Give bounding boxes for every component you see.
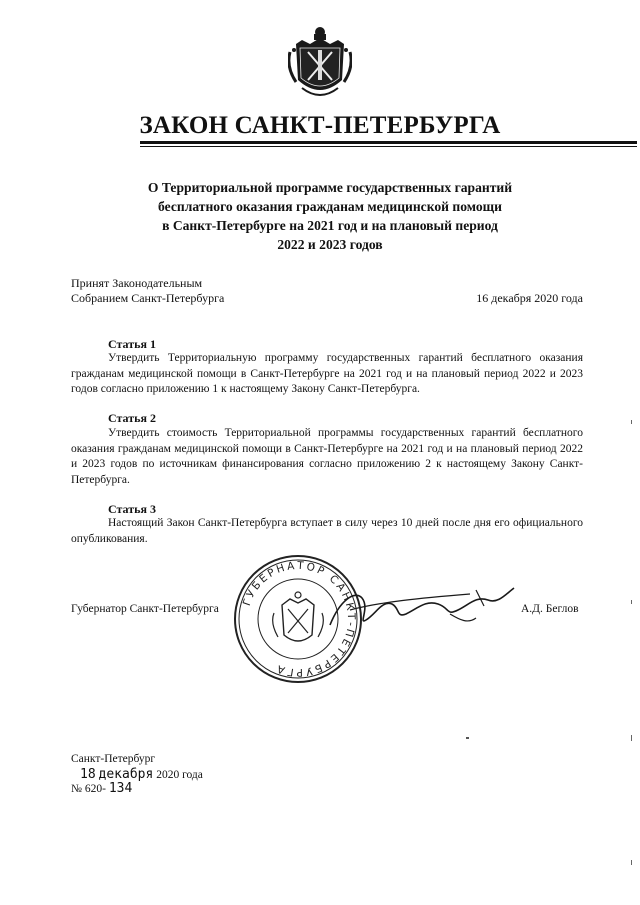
law-number-prefix: № 620-	[71, 783, 106, 795]
article-2-text: Утвердить стоимость Территориальной программы государственных гарантий бесплатного оказания гражданам медицинской помощи в Санкт-Петербурге на 2021 год и на плановый период 2022 и 2023 годов по источникам финансирования согласно приложению 2 к настоящему Закону Санкт-Петербурга.	[71, 427, 583, 486]
adopted-line: Принят Законодательным	[71, 276, 203, 290]
article-3-text: Настоящий Закон Санкт-Петербурга вступает в силу через 10 дней после дня его официального опубликования.	[71, 517, 583, 545]
heading-rule-thick	[140, 141, 637, 144]
law-title	[90, 178, 570, 254]
law-number-value: 134	[108, 781, 133, 796]
edge-mark	[631, 735, 632, 741]
adopted-by	[71, 276, 224, 306]
margin-mark	[466, 737, 469, 739]
article-2-heading: Статья 2	[108, 411, 156, 425]
signing-year: 2020 года	[156, 769, 203, 781]
signing-day: 18	[80, 767, 96, 782]
article-3-heading: Статья 3	[108, 502, 156, 516]
edge-mark	[631, 600, 632, 604]
edge-mark	[631, 860, 632, 865]
governor-name: А.Д. Беглов	[521, 603, 579, 615]
law-number	[71, 781, 132, 796]
law-heading: ЗАКОН САНКТ-ПЕТЕРБУРГА	[139, 112, 501, 139]
governor-signature	[300, 570, 530, 640]
signing-month: декабря	[98, 767, 154, 782]
edge-mark	[631, 420, 632, 424]
law-title-line: бесплатного оказания гражданам медицинской помощи	[158, 199, 502, 214]
article-1-heading: Статья 1	[108, 337, 156, 351]
law-title-line: в Санкт-Петербурге на 2021 год и на плановый период	[162, 218, 498, 233]
coat-of-arms-icon	[288, 22, 352, 102]
adopted-date: 16 декабря 2020 года	[476, 291, 583, 305]
law-title-line: О Территориальной программе государственных гарантий	[147, 180, 513, 195]
adopted-line: Собранием Санкт-Петербурга	[71, 291, 225, 305]
heading-rule-thin	[140, 146, 637, 147]
seal-lettering: ГУБЕРНАТОР САНКТ-ПЕТЕРБУРГА	[240, 559, 358, 679]
signing-date	[80, 767, 203, 782]
article-1-text: Утвердить Территориальную программу государственных гарантий бесплатного оказания гражданам медицинской помощи в Санкт-Петербурге на 2021 год и на плановый период 2022 и 2023 годов согласно приложению 1 к настоящему Закону Санкт-Петербурга.	[71, 352, 583, 395]
governor-title: Губернатор Санкт-Петербурга	[71, 603, 219, 615]
signing-place: Санкт-Петербург	[71, 753, 156, 765]
law-title-line: 2022 и 2023 годов	[277, 237, 383, 252]
